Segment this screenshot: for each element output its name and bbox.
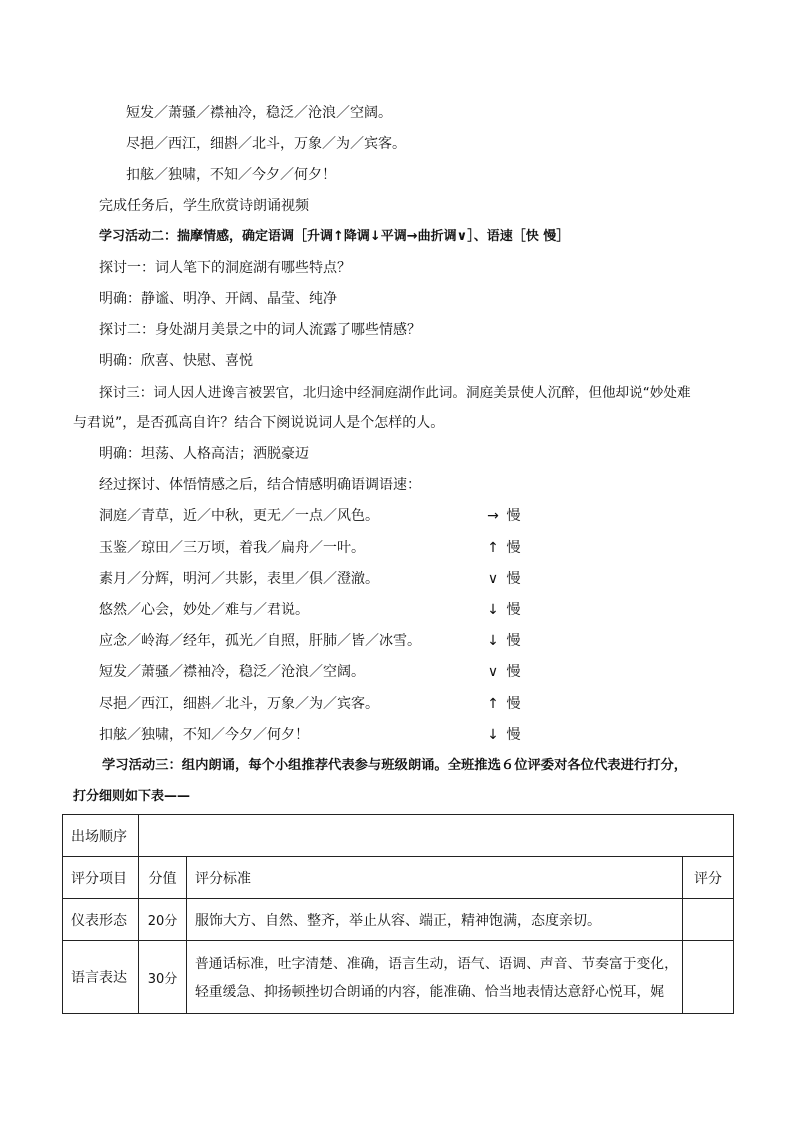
marked-line-2: 玉鉴／琼田／三万顷，着我／扁舟／一叶。	[99, 540, 365, 556]
tone-mark: ↓	[487, 727, 499, 743]
order-label-cell	[63, 815, 139, 857]
speed-mark: 慢	[506, 664, 521, 680]
tone-speed-7	[484, 695, 520, 713]
row-criteria	[187, 941, 683, 1014]
tone-speed-5	[484, 632, 520, 650]
answer-2: 明确：欣喜、快慰、喜悦	[99, 353, 253, 369]
order-value-cell	[139, 815, 734, 857]
speed-mark: 慢	[506, 602, 521, 618]
tone-mark: ↑	[487, 696, 499, 712]
poem-line-top-3: 扣舷／独啸，不知／今夕／何夕！	[126, 167, 336, 183]
tone-speed-6	[484, 663, 520, 681]
speed-mark: 慢	[506, 508, 521, 524]
speed-mark: 慢	[506, 633, 521, 649]
speed-mark: 慢	[506, 727, 521, 743]
tone-mark: ↓	[487, 633, 499, 649]
criteria-line: 普通话标准，吐字清楚、准确，语言生动，语气、语调、声音、节奏富于变化，	[195, 956, 678, 972]
row-rating	[683, 899, 734, 941]
marked-line-4: 悠然／心会，妙处／难与／君说。	[99, 602, 309, 618]
tone-speed-4	[484, 601, 520, 619]
discuss-3-line-1: 探讨三：词人因人进谗言被罢官，北归途中经洞庭湖作此词。洞庭美景使人沉醉，但他却说“妙处难	[99, 385, 691, 401]
marked-line-8: 扣舷／独啸，不知／今夕／何夕！	[99, 727, 309, 743]
header-rating: 评分	[683, 857, 734, 899]
table-row	[63, 899, 734, 941]
table-row	[63, 941, 734, 1014]
speed-mark: 慢	[506, 571, 521, 587]
row-item: 仪表形态	[63, 899, 139, 941]
row-score: 30分	[139, 941, 187, 1014]
answer-3: 明确：坦荡、人格高洁；洒脱豪迈	[99, 446, 309, 462]
tone-mark: ↑	[487, 540, 499, 556]
row-criteria: 服饰大方、自然、整齐，举止从容、端正，精神饱满，态度亲切。	[187, 899, 683, 941]
table-row-order	[63, 815, 734, 857]
tone-mark: →	[487, 508, 499, 524]
marked-line-7: 尽挹／西江，细斟／北斗，万象／为／宾客。	[99, 696, 379, 712]
scoring-table	[62, 814, 734, 1014]
poem-line-top-2: 尽挹／西江，细斟／北斗，万象／为／宾客。	[126, 136, 406, 152]
activity-2-heading: 学习活动二：揣摩情感，确定语调［升调↑降调↓平调→曲折调∨］、语速［快 慢］	[99, 229, 570, 244]
tone-mark: ∨	[487, 664, 499, 680]
table-header-row	[63, 857, 734, 899]
activity-3-heading: 学习活动三：组内朗诵，每个小组推荐代表参与班级朗诵。全班推选６位评委对各位代表进行打分，	[102, 758, 688, 773]
poem-line-top-1: 短发／萧骚／襟袖冷，稳泛／沧浪／空阔。	[126, 105, 392, 121]
marked-line-5: 应念／岭海／经年，孤光／自照，肝肺／皆／冰雪。	[99, 633, 421, 649]
header-score: 分值	[139, 857, 187, 899]
marked-line-6: 短发／萧骚／襟袖冷，稳泛／沧浪／空阔。	[99, 664, 365, 680]
marked-line-3: 素月／分辉，明河／共影，表里／俱／澄澈。	[99, 571, 379, 587]
tone-speed-2	[484, 539, 520, 557]
discuss-3-line-2: 与君说”，是否孤高自许？结合下阕说说词人是个怎样的人。	[73, 415, 445, 431]
header-item: 评分项目	[63, 857, 139, 899]
after-discuss-text: 经过探讨、体悟情感之后，结合情感明确语调语速：	[99, 477, 421, 493]
discuss-1: 探讨一：词人笔下的洞庭湖有哪些特点？	[99, 260, 351, 276]
speed-mark: 慢	[506, 696, 521, 712]
marked-line-1: 洞庭／青草，近／中秋，更无／一点／风色。	[99, 508, 379, 524]
discuss-2: 探讨二：身处湖月美景之中的词人流露了哪些情感？	[99, 322, 421, 338]
row-score: 20分	[139, 899, 187, 941]
answer-1: 明确：静谧、明净、开阔、晶莹、纯净	[99, 291, 337, 307]
activity-3-heading-cont: 打分细则如下表——	[73, 789, 191, 804]
tone-speed-3	[484, 570, 520, 588]
tone-mark: ∨	[487, 571, 499, 587]
header-criteria: 评分标准	[187, 857, 683, 899]
row-item: 语言表达	[63, 941, 139, 1014]
tone-speed-8	[484, 726, 520, 744]
tone-mark: ↓	[487, 602, 499, 618]
order-label: 出场顺序	[71, 828, 127, 845]
row-rating	[683, 941, 734, 1014]
task-done-text: 完成任务后，学生欣赏诗朗诵视频	[99, 198, 309, 214]
criteria-line: 轻重缓急、抑扬顿挫切合朗诵的内容，能准确、恰当地表情达意舒心悦耳，娓	[195, 984, 665, 1000]
tone-speed-1	[484, 507, 520, 525]
speed-mark: 慢	[506, 540, 521, 556]
